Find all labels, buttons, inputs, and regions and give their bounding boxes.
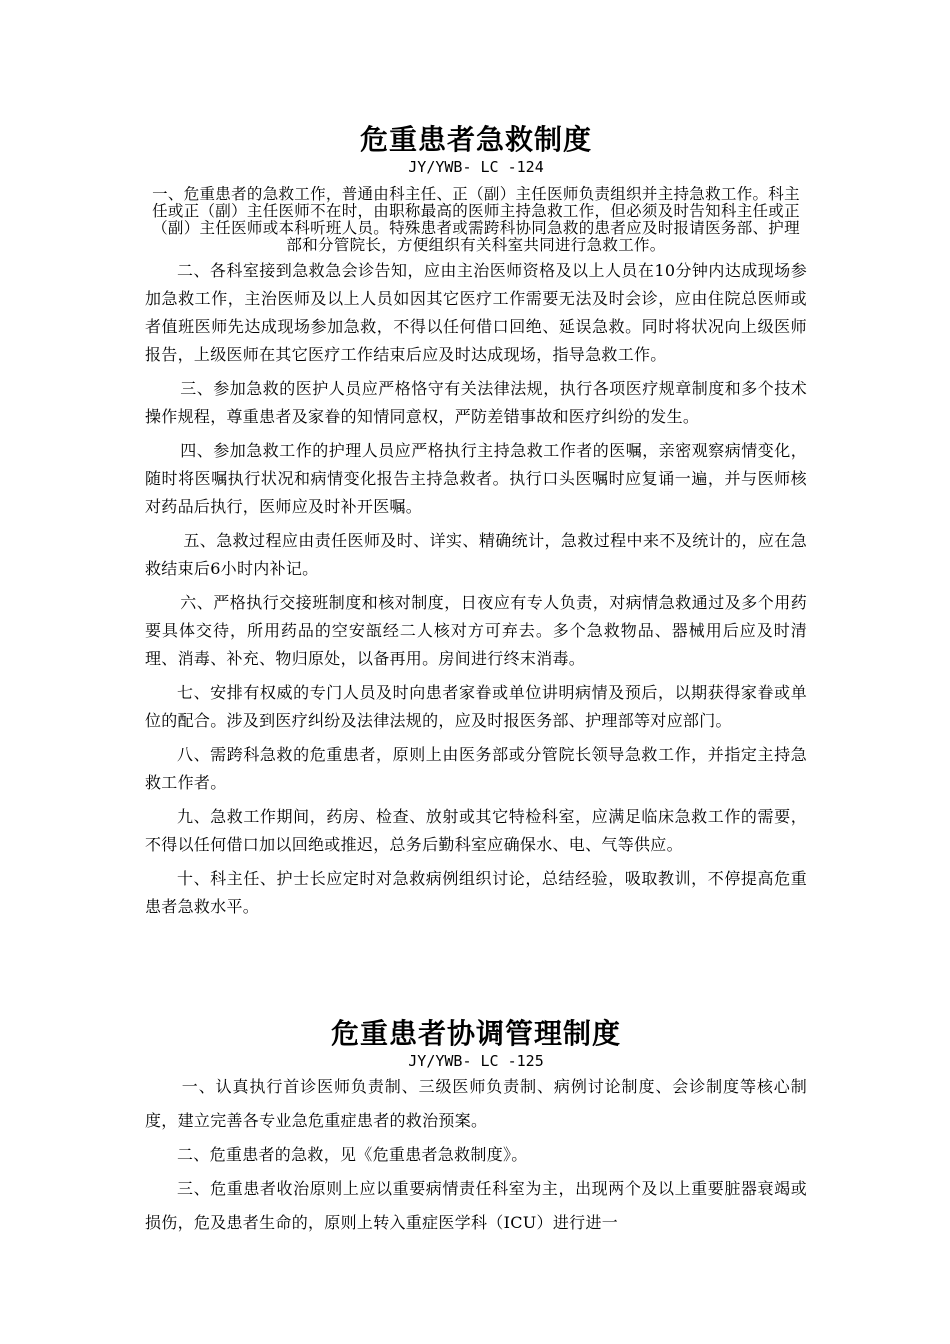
- paragraph-1: 一、认真执行首诊医师负责制、三级医师负责制、病例讨论制度、会诊制度等核心制度，建立完善各专业急危重症患者的救治预案。: [145, 1077, 807, 1130]
- document-code: JY/YWB- LC -124: [408, 158, 544, 176]
- paragraph-3: 三、危重患者收治原则上应以重要病情责任科室为主，出现两个及以上重要脏器衰竭或损伤，危及患者生命的，原则上转入重症医学科（ICU）进行进一: [145, 1179, 807, 1232]
- section-emergency-rescue: [145, 122, 807, 921]
- paragraph-2: 二、各科室接到急救急会诊告知，应由主治医师资格及以上人员在10分钟内达成现场参加急救工作，主治医师及以上人员如因其它医疗工作需要无法及时会诊，应由住院总医师或者值班医师先达成现场参加急救，不得以任何借口回绝、延误急救。同时将状况向上级医师报告，上级医师在其它医疗工作结束后应及时达成现场，指导急救工作。: [145, 261, 807, 364]
- paragraph-6: 六、严格执行交接班制度和核对制度，日夜应有专人负责，对病情急救通过及多个用药要具体交待，所用药品的空安瓿经二人核对方可弃去。多个急救物品、器械用后应及时清理、消毒、补充、物归原处，以备再用。房间进行终末消毒。: [145, 593, 807, 668]
- paragraph-8: 八、需跨科急救的危重患者，原则上由医务部或分管院长领导急救工作，并指定主持急救工作者。: [145, 745, 807, 792]
- paragraph-4: 四、参加急救工作的护理人员应严格执行主持急救工作者的医嘱，亲密观察病情变化，随时将医嘱执行状况和病情变化报告主持急救者。执行口头医嘱时应复诵一遍，并与医师核对药品后执行，医师应及时补开医嘱。: [145, 441, 807, 516]
- intro-paragraph: 一、危重患者的急救工作，普通由科主任、正（副）主任医师负责组织并主持急救工作。科主任或正（副）主任医师不在时，由职称最高的医师主持急救工作，但必须及时告知科主任或正（副）主任医师或本科听班人员。特殊患者或需跨科协同急救的患者应及时报请医务部、护理部和分管院长，方便组织有关科室共同进行急救工作。: [152, 185, 800, 254]
- paragraph-9: 九、急救工作期间，药房、检查、放射或其它特检科室，应满足临床急救工作的需要，不得以任何借口加以回绝或推迟，总务后勤科室应确保水、电、气等供应。: [145, 807, 807, 854]
- paragraph-7: 七、安排有权威的专门人员及时向患者家眷或单位讲明病情及预后，以期获得家眷或单位的配合。涉及到医疗纠纷及法律法规的，应及时报医务部、护理部等对应部门。: [145, 683, 807, 730]
- section-coordination-management: [145, 1016, 807, 1240]
- section-title: 危重患者协调管理制度: [330, 1017, 621, 1050]
- section-title: 危重患者急救制度: [359, 123, 592, 156]
- paragraph-3: 三、参加急救的医护人员应严格恪守有关法律法规，执行各项医疗规章制度和多个技术操作规程，尊重患者及家眷的知情同意权，严防差错事故和医疗纠纷的发生。: [145, 379, 807, 426]
- paragraph-10: 十、科主任、护士长应定时对急救病例组织讨论，总结经验，吸取教训，不停提高危重患者急救水平。: [145, 869, 807, 916]
- document-code: JY/YWB- LC -125: [408, 1052, 544, 1070]
- paragraph-5: 五、急救过程应由责任医师及时、详实、精确统计，急救过程中来不及统计的，应在急救结束后6小时内补记。: [145, 531, 807, 578]
- paragraph-2: 二、危重患者的急救，见《危重患者急救制度》。: [177, 1145, 528, 1164]
